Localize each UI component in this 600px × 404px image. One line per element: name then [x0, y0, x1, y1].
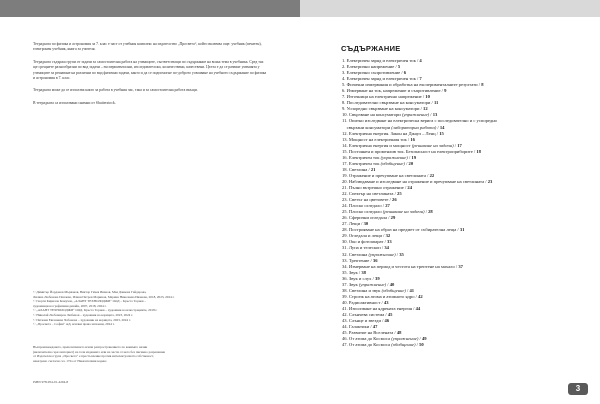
- toc-entry-subtitle: (обобщение): [381, 287, 406, 293]
- toc-entry-number: 41.: [342, 305, 348, 311]
- credit-line: © Николай Любомиров Любенов – художник на корицата, 2023, 2024 г.: [33, 312, 133, 317]
- toc-entry-title: Електрично съпротивление: [346, 70, 401, 76]
- toc-entry-page: 18: [476, 148, 481, 154]
- toc-entry: 20. Наблюдаване и изследване на отражение и пречупване на светлината / 23: [342, 178, 493, 184]
- toc-entry: 24. Плоско огледало / 27: [342, 203, 390, 209]
- toc-entry-title: Слънчева система: [348, 311, 385, 317]
- toc-entry-number: 28.: [342, 227, 348, 233]
- toc-entry-page: 46: [384, 318, 390, 324]
- toc-entry-page: 42: [418, 293, 423, 299]
- toc-entry-title: Построяване на образ на предмет от събирателна леща: [348, 227, 457, 233]
- toc-entry-number: 29.: [342, 233, 348, 239]
- toc-entry: 12. Електрична енергия. Закон на Джаул – Ленц / 15: [342, 130, 444, 136]
- toc-entry-page: 37: [458, 263, 463, 269]
- toc-entry-number: 7.: [342, 94, 346, 100]
- toc-entry: 4. Електричен заряд и електричен ток / 7: [342, 76, 422, 82]
- credit-line: © Димитър Йорданов Мърваков, Виктор Гичев Иванов, Мая Данкова Гайдарова,: [33, 290, 147, 294]
- toc-entry-title: Електричен заряд и електричен ток: [346, 58, 416, 63]
- credits-block: [33, 290, 269, 327]
- toc-entry-page: 32: [385, 233, 391, 239]
- toc-entry-number: 39.: [342, 293, 348, 299]
- toc-entry-page: 28: [428, 209, 433, 215]
- toc-entry-number: 17.: [342, 160, 348, 166]
- toc-entry-title: Радиоактивност: [348, 299, 381, 305]
- toc-entry: 30. Око и фотоапарат / 33: [342, 239, 392, 245]
- toc-entry: 18. Светлина / 21: [342, 166, 376, 172]
- toc-entry-number: 45.: [342, 330, 348, 336]
- toc-entry: 3. Електрично съпротивление / 6: [342, 70, 407, 76]
- toc-entry-title: Електричен ток: [348, 154, 380, 160]
- toc-entry-page: 50: [419, 342, 424, 348]
- toc-entry-title: Око и фотоапарат: [348, 239, 384, 245]
- toc-entry-page: 14: [439, 124, 445, 130]
- toc-entry-number: 3.: [342, 70, 346, 76]
- toc-entry-page: 34: [384, 245, 389, 251]
- toc-entry-title: Електрична енергия. Закон на Джаул – Ленц: [348, 130, 436, 136]
- toc-entry-subtitle: (упражнение): [391, 336, 419, 342]
- toc-entry: свързани консуматори (лабораторна работа) / 14: [346, 124, 445, 130]
- toc-entry-page: 24: [407, 184, 412, 190]
- copyright-line: наказуемо съгласно чл. 172а от Наказателния кодекс.: [33, 358, 108, 363]
- toc-entry-page: 43: [383, 299, 389, 305]
- toc-entry-number: 11.: [342, 118, 348, 124]
- toc-entry: 19. Отражение и пречупване на светлината / 22: [342, 172, 435, 178]
- toc-entry-title: Сферични огледала: [348, 215, 388, 221]
- toc-entry-number: 31.: [342, 245, 348, 251]
- toc-entry-title: Светлина и звук: [348, 287, 381, 293]
- toc-entry: 17. Електричен ток (обобщение) / 20: [342, 160, 414, 166]
- toc-entry-page: 10: [425, 94, 430, 100]
- toc-entry: 1. Електричен заряд и електричен ток / 4: [342, 58, 422, 63]
- toc-entry-page: 9: [444, 88, 447, 94]
- toc-entry-title: Успоредно свързване на консуматори: [346, 106, 420, 112]
- credit-line: художници на графичния дизайн, 2007, 2018, 2024 г.: [33, 303, 107, 308]
- toc-entry: 45. Развитие на Вселената / 48: [342, 330, 402, 336]
- toc-entry-number: 34.: [342, 263, 348, 269]
- intro-text: [33, 42, 269, 113]
- toc-entry-title: Измерване на период и честота на трептене на махало: [348, 263, 455, 269]
- toc-entry: 29. Огледала и лещи / 32: [342, 233, 391, 239]
- toc-entry-page: 20: [408, 160, 414, 166]
- toc-entry-title: Развитие на Вселената: [348, 330, 394, 336]
- intro-paragraph: В тетрадката са използвани снимки от Shutterstock.: [33, 100, 116, 105]
- toc-entry-title: Звук: [348, 281, 358, 287]
- toc-entry-title: Пълно вътрешно отражение: [348, 184, 404, 190]
- toc-entry: 37. Звук (упражнение) / 40: [342, 281, 395, 287]
- toc-entry-number: 9.: [342, 106, 346, 112]
- toc-entry-page: 16: [410, 136, 415, 142]
- toc-entry: 15. Постоянен и променлив ток. Безопасност на електроприборите / 18: [342, 148, 481, 154]
- toc-entry: 47. От атома до Космоса (обобщение) / 50: [342, 342, 424, 348]
- toc-entry: 8. Последователно свързване на консуматори / 11: [342, 100, 439, 106]
- toc-entry-number: 38.: [342, 287, 348, 293]
- toc-entry-number: 6.: [342, 88, 346, 94]
- toc-entry-page: 17: [457, 142, 462, 148]
- toc-entry-number: 44.: [342, 324, 348, 330]
- toc-entry-page: 5: [397, 64, 401, 70]
- toc-entry-title: Постоянен и променлив ток. Безопасност на електроприборите: [348, 148, 473, 154]
- toc-entry-page: 21: [370, 166, 376, 172]
- toc-entry-page: 40: [389, 281, 395, 287]
- toc-entry-page: 23: [487, 178, 493, 184]
- toc-entry: 10. Свързване на консуматори (упражнение) / 13: [342, 112, 438, 118]
- toc-entry-page: 39: [375, 275, 380, 281]
- toc-entry-page: 11: [433, 100, 439, 106]
- toc-entry-title: Опитно изследване на електрическа верига с последователно и с успоредно: [348, 118, 497, 124]
- toc-entry-title: Огледала и лещи: [348, 233, 382, 239]
- toc-entry-number: 27.: [342, 221, 348, 227]
- toc-entry-subtitle: (решаване на задачи): [411, 142, 454, 148]
- credit-line: Лиляна Любенова Пенчева, Илиан Петров Маринов, Марина Николаева Иванова, 2018, 2023, 2024 г.: [33, 294, 175, 299]
- toc-entry: 14. Електрична енергия и мощност (решаване на задачи) / 17: [342, 142, 462, 148]
- toc-entry-number: 25.: [342, 209, 348, 215]
- toc-entry-page: 27: [385, 203, 390, 209]
- toc-entry-number: 13.: [342, 136, 348, 142]
- toc-entry-number: 15.: [342, 148, 348, 154]
- toc-entry: 6. Измерване на ток, напрежение и съпротивление / 9: [342, 88, 447, 94]
- toc-entry-number: 23.: [342, 197, 348, 203]
- toc-entry-page: 4: [419, 58, 422, 63]
- toc-entry-title: Плоско огледало: [348, 209, 382, 215]
- toc-entry: 16. Електричен ток (упражнение) / 19: [342, 154, 416, 160]
- toc-entry-page: 33: [387, 239, 392, 245]
- credit-line: © „АЛАНТ ТЕХНОЛОДЖИ“ ООД, Кръсто Торнев – художник на илюстрациите, 2018 г.: [33, 308, 158, 313]
- toc-entry-number: 46.: [342, 336, 348, 342]
- toc-entry: 36. Звук и слух / 39: [342, 275, 380, 281]
- toc-entry-title: свързани консуматори: [346, 124, 391, 130]
- toc-entry: 2. Електрично напрежение / 5: [342, 64, 401, 70]
- toc-entry: 32. Светлина (упражнение) / 35: [342, 251, 404, 257]
- toc-entry-title: Светлина: [348, 251, 368, 257]
- toc-entry: 43. Слънце и звезди / 46: [342, 318, 390, 324]
- toc-entry-page: 7: [419, 76, 422, 82]
- toc-entry-page: 41: [409, 287, 415, 293]
- copyright-line: от Издателска група „Просвета“ е престъпление против интелектуалната собственост,: [33, 354, 154, 359]
- toc-entry: 41. Използване на ядрената енергия / 44: [342, 305, 421, 311]
- toc-entry: 27. Лещи / 30: [342, 221, 369, 227]
- toc-entry-page: 25: [397, 191, 402, 197]
- toc-entry-subtitle: (упражнение): [368, 251, 396, 257]
- toc-entry-page: 35: [399, 251, 404, 257]
- toc-entry: 46. От атома до Космоса (упражнение) / 49: [342, 336, 427, 342]
- credit-line: © „Просвета – София“ АД, всички права запазени, 2024 г.: [33, 322, 115, 327]
- copyright-notice: [33, 345, 269, 363]
- right-header-band: [300, 0, 600, 17]
- toc-entry-title: Слънце и звезди: [348, 318, 381, 324]
- toc-entry: 39. Строеж на атома и атомното ядро / 42: [342, 293, 423, 299]
- credit-line: © Георги Кирилов Кожухов, „АЛАНТ ТЕХНОЛОДЖИ“ ООД – Кръсто Торнев –: [33, 299, 146, 304]
- toc-entry-number: 43.: [342, 318, 348, 324]
- toc-entry-title: Последователно свързване на консуматори: [346, 100, 431, 106]
- toc-entry-number: 35.: [342, 269, 348, 275]
- toc-entry-number: 42.: [342, 311, 348, 317]
- toc-entry-number: 10.: [342, 112, 348, 118]
- toc-entry: 9. Успоредно свързване на консуматори / 12: [342, 106, 428, 112]
- toc-entry-number: 8.: [342, 100, 346, 106]
- intro-paragraph: Тетрадката по физика и астрономия за 7. клас е част от учебния комплекс на издателство „Просвета“, който включва още: учебник (печатен), електронен учебник, книга за учителя.: [33, 42, 262, 52]
- toc-entry: 38. Светлина и звук (обобщение) / 41: [342, 287, 415, 293]
- toc-entry-page: 36: [372, 257, 378, 263]
- toc-entry-number: 5.: [342, 82, 346, 88]
- toc-entry-page: 8: [481, 82, 484, 88]
- toc-entry: 33. Трептение / 36: [342, 257, 378, 263]
- toc-entry-subtitle: (лабораторна работа): [391, 124, 437, 130]
- toc-entry: 28. Построяване на образ на предмет от събирателна леща / 31: [342, 227, 465, 233]
- toc-entry-page: 48: [396, 330, 402, 336]
- toc-entry-title: Физични измервания и обработка на експерименталните резултати: [346, 82, 478, 88]
- toc-entry: 44. Галактики / 47: [342, 324, 378, 330]
- toc-entry-title: Електричен ток: [348, 160, 380, 166]
- toc-entry-number: 12.: [342, 130, 348, 136]
- toc-entry-page: 45: [387, 311, 393, 317]
- toc-entry-number: 19.: [342, 172, 348, 178]
- toc-entry-page: 49: [421, 336, 427, 342]
- toc-entry-number: 1.: [342, 58, 346, 63]
- toc-entry-title: Свързване на консуматори: [348, 112, 401, 118]
- toc-entry-number: 2.: [342, 64, 346, 70]
- toc-entry-title: Наблюдаване и изследване на отражение и пречупване на светлината: [348, 178, 485, 184]
- toc-entry-page: 12: [423, 106, 428, 112]
- left-header-band: [0, 0, 300, 17]
- toc-entry: 23. Светът на цветовете / 26: [342, 197, 397, 203]
- page-number-badge: 3: [568, 383, 588, 395]
- toc-entry: 34. Измерване на период и честота на трептене на махало / 37: [342, 263, 463, 269]
- toc-entry: 40. Радиоактивност / 43: [342, 299, 389, 305]
- toc-entry-title: Лупа и телескоп: [348, 245, 381, 251]
- toc-entry: 21. Пълно вътрешно отражение / 24: [342, 184, 412, 190]
- toc-entry-title: Спектър на светлината: [348, 191, 394, 197]
- toc-title: СЪДЪРЖАНИЕ: [341, 44, 401, 53]
- toc-entry: 7. Източници на електрично напрежение / 10: [342, 94, 430, 100]
- toc-entry-subtitle: (решаване на задачи): [382, 209, 425, 215]
- toc-entry-page: 15: [439, 130, 444, 136]
- toc-entry-page: 38: [361, 269, 366, 275]
- table-of-contents: [342, 58, 568, 348]
- toc-entry-page: 26: [392, 197, 397, 203]
- toc-entry-title: Лещи: [348, 221, 361, 227]
- toc-entry-page: 31: [459, 227, 465, 233]
- toc-entry-page: 44: [415, 305, 421, 311]
- toc-entry-title: Трептение: [348, 257, 370, 263]
- toc-entry-number: 20.: [342, 178, 348, 184]
- isbn: ISBN 978-954-01-4204-8: [33, 380, 69, 384]
- toc-entry-number: 30.: [342, 239, 348, 245]
- toc-entry-title: Строеж на атома и атомното ядро: [348, 293, 415, 299]
- toc-entry-number: 24.: [342, 203, 348, 209]
- toc-entry-subtitle: (упражнение): [401, 112, 430, 118]
- toc-entry-page: 30: [363, 221, 369, 227]
- toc-entry: 22. Спектър на светлината / 25: [342, 191, 402, 197]
- toc-entry-number: 14.: [342, 142, 348, 148]
- toc-entry-title: Използване на ядрената енергия: [348, 305, 412, 311]
- toc-entry-subtitle: (обобщение): [391, 342, 416, 348]
- toc-entry-title: Отражение и пречупване на светлината: [348, 172, 427, 178]
- copyright-line: (включително чрез интернет) на този изданието или на части от него без писмено разрешение: [33, 349, 166, 354]
- intro-paragraph: Тетрадката може да се използва както за работа в учебния час, така и за самостоятелна работа вкъщи.: [33, 88, 198, 93]
- toc-entry-number: 33.: [342, 257, 348, 263]
- toc-entry-title: От атома до Космоса: [348, 342, 391, 348]
- right-page: [300, 0, 600, 404]
- toc-entry-title: Измерване на ток, напрежение и съпротивление: [346, 88, 441, 94]
- toc-entry: 35. Звук / 38: [342, 269, 366, 275]
- toc-entry-title: Звук: [348, 269, 358, 275]
- toc-entry-subtitle: (упражнение): [358, 281, 387, 287]
- toc-entry-title: Звук и слух: [348, 275, 372, 281]
- intro-paragraph: Тетрадката съдържа групи от задачи за самостоятелна работа на учениците, съответстващи по съдържание на всяка тема в учебника. Сред тях ще срещнете разнообразни по вид задачи – експериментални, изследователски, количествени, качествени. Целта е да се развият уменията у учениците за решаване на различни по вид физични задачи, както и да се подпомогне по-доброто усвояване на учебното съдържание по физика и астрономия в 7. клас.: [33, 59, 267, 81]
- toc-entry-number: 40.: [342, 299, 348, 305]
- toc-entry: 13. Мощност на електричния ток / 16: [342, 136, 415, 142]
- toc-entry-subtitle: (упражнение): [380, 154, 408, 160]
- toc-entry-number: 16.: [342, 154, 348, 160]
- toc-entry: 26. Сферични огледала / 29: [342, 215, 396, 221]
- toc-entry: 25. Плоско огледало (решаване на задачи) / 28: [342, 209, 433, 215]
- toc-entry-number: 26.: [342, 215, 348, 221]
- toc-entry-title: Плоско огледало: [348, 203, 382, 209]
- toc-entry-number: 21.: [342, 184, 348, 190]
- toc-entry-number: 22.: [342, 191, 348, 197]
- toc-entry-page: 13: [432, 112, 438, 118]
- toc-entry-page: 29: [390, 215, 396, 221]
- toc-entry-title: Електричен заряд и електричен ток: [346, 76, 416, 82]
- toc-entry-title: Мощност на електричния ток: [348, 136, 407, 142]
- toc-entry-title: От атома до Космоса: [348, 336, 391, 342]
- toc-entry: 42. Слънчева система / 45: [342, 311, 393, 317]
- toc-entry-title: Светлина: [348, 166, 368, 172]
- toc-entry-page: 47: [372, 324, 378, 330]
- toc-entry: 5. Физични измервания и обработка на експерименталните резултати / 8: [342, 82, 484, 88]
- toc-entry-title: Галактики: [348, 324, 370, 330]
- toc-entry-number: 4.: [342, 76, 346, 82]
- credit-line: © Петканя Евгениева Чобанова – художник на корицата, 2023, 2024 г.: [33, 317, 131, 322]
- toc-entry-title: Светът на цветовете: [348, 197, 389, 203]
- toc-entry-number: 47.: [342, 342, 348, 348]
- toc-entry-title: Електрична енергия и мощност: [348, 142, 411, 148]
- toc-entry-subtitle: (обобщение): [380, 160, 405, 166]
- toc-entry-number: 18.: [342, 166, 348, 172]
- toc-entry-title: Източници на електрично напрежение: [346, 94, 422, 100]
- toc-entry-page: 22: [429, 172, 435, 178]
- toc-entry: 31. Лупа и телескоп / 34: [342, 245, 389, 251]
- toc-entry-page: 6: [403, 70, 407, 76]
- toc-entry-number: 36.: [342, 275, 348, 281]
- toc-entry-number: 37.: [342, 281, 348, 287]
- toc-entry-page: 19: [411, 154, 416, 160]
- toc-entry-number: 32.: [342, 251, 348, 257]
- toc-entry-title: Електрично напрежение: [346, 64, 395, 70]
- copyright-line: Възпроизвеждането, препечатването и/или разпространението по каквъвто начин: [33, 345, 148, 349]
